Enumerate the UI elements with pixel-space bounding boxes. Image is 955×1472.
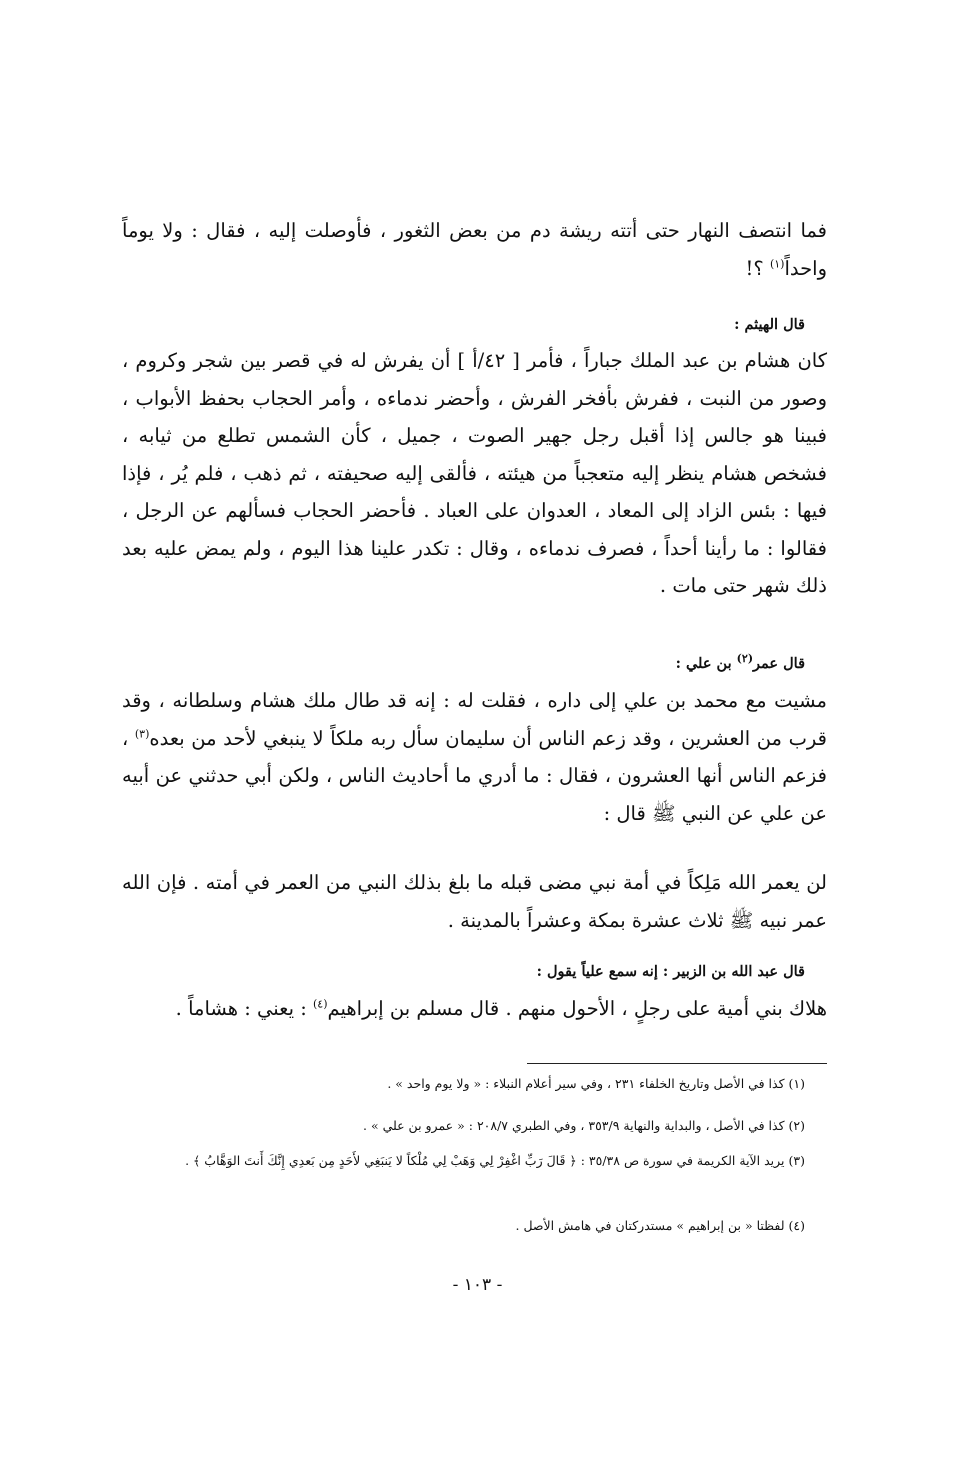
page-number: - ١٠٣ - bbox=[452, 1275, 503, 1295]
paragraph-tail: ؟! bbox=[745, 256, 770, 280]
footnote-divider bbox=[527, 1063, 827, 1064]
footnote-3: (٣) يريد الآية الكريمة في سورة ص ٣٥/٣٨ : ﴿ قَالَ رَبِّ اغْفِرْ لِي وَهَبْ لِي مُلْكاً لا يَنبَغِي لأَحَدٍ مِن بَعدِي إِنَّكَ أَنتَ الوَهَّابُ ﴾ . bbox=[185, 1153, 805, 1168]
heading-text: قال عمر bbox=[753, 655, 805, 672]
footnote-ref: (٤) bbox=[312, 997, 328, 1011]
section-heading-umar bbox=[100, 653, 805, 675]
paragraph-hisham-story: كان هشام بن عبد الملك جباراً ، فأمر [ ٤٢/أ ] أن يفرش له في قصر بين شجر وكروم ، وصور من النبت ، ففرش بأفخر الفرش ، وأحضر ندماءه ، وأمر الحجاب بحفظ الأبواب ، فبينا هو جالس إذا أقبل رجل جهير الصوت ، جميل ، كأن الشمس تطلع من ثيابه ، فشخص هشام ينظر إليه متعجباً من هيئته ، فألقى إليه صحيفته ، ثم ذهب ، فلم يُر ، فإذا فيها : بئس الزاد إلى المعاد ، العدوان على العباد . فأحضر الحجاب فسألهم عن الرجل ، فقالوا : ما رأينا أحداً ، فصرف ندماءه ، وقال : تكدر علينا هذا اليوم ، ولم يمض عليه بعد ذلك شهر حتى مات . bbox=[122, 349, 827, 597]
paragraph-bani-umayya bbox=[122, 990, 827, 1028]
paragraph-text: هلاك بني أمية على رجلٍ ، الأحول منهم . قال مسلم بن إبراهيم bbox=[327, 997, 827, 1020]
paragraph-tail: ، فزعم الناس أنها العشرون ، فقال : ما أدري ما أحاديث الناس ، ولكن أبي حدثني عن أبيه عن علي عن النبي ﷺ قال : bbox=[122, 726, 827, 825]
footnote-1: (١) كذا في الأصل وتاريخ الخلفاء ٢٣١ ، وفي سير أعلام النبلاء : « ولا يوم واحد » . bbox=[387, 1076, 805, 1091]
paragraph-muhammad-ibn-ali bbox=[122, 682, 827, 832]
paragraph-opening bbox=[122, 212, 827, 287]
footnote-4: (٤) لفظتا « بن إبراهيم » مستدركتان في هامش الأصل . bbox=[515, 1218, 805, 1233]
heading-tail: بن علي : bbox=[675, 655, 737, 672]
paragraph-hadith: لن يعمر الله مَلِكاً في أمة نبي مضى قبله ما بلغ بذلك النبي من العمر في أمته . فإن الله عمر نبيه ﷺ ثلاث عشرة بمكة وعشراً بالمدينة . bbox=[122, 871, 827, 932]
section-heading-zubayr: قال عبد الله بن الزبير : إنه سمع علياً يقول : bbox=[536, 963, 805, 980]
section-heading-haytham: قال الهيثم : bbox=[734, 316, 805, 333]
paragraph-text: مشيت مع محمد بن علي إلى داره ، فقلت له : إنه قد طال ملك هشام وسلطانه ، وقد قرب من العشرين ، وقد زعم الناس أن سليمان سأل ربه ملكاً لا ينبغي لأحد من بعده bbox=[122, 689, 828, 750]
footnote-ref: (١) bbox=[769, 257, 785, 270]
paragraph-text: فما انتصف النهار حتى أتته ريشة دم من بعض الثغور ، فأوصلت إليه ، فقال : ولا يوماً واحداً bbox=[122, 219, 827, 280]
footnote-2: (٢) كذا في الأصل ، والبداية والنهاية ٣٥٣/٩ ، وفي الطبري ٢٠٨/٧ : « عمرو بن علي » . bbox=[363, 1118, 805, 1133]
paragraph-tail: : يعني : هشاماً . bbox=[175, 997, 313, 1020]
footnote-ref: (٢) bbox=[736, 652, 754, 666]
footnote-ref: (٣) bbox=[134, 727, 150, 740]
